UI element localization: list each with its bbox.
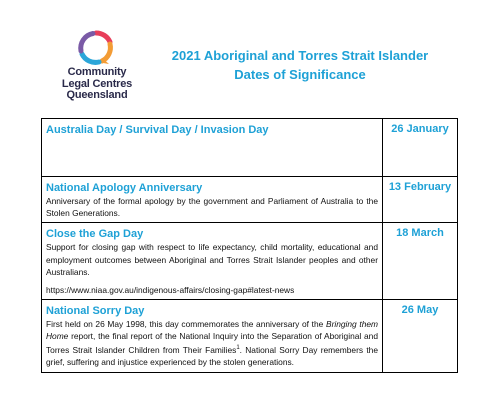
document-title xyxy=(160,46,440,84)
table-row xyxy=(42,119,458,177)
speech-bubble-logo-icon xyxy=(76,30,116,66)
event-title: Close the Gap Day xyxy=(46,228,144,241)
event-cell xyxy=(42,177,383,223)
document-title-line-2: Dates of Significance xyxy=(234,67,366,82)
event-description: Support for closing gap with respect to life expectancy, child mortality, educational and employment outcomes between Aboriginal and Torres Strait Islander peoples and other Australians. xyxy=(46,242,378,277)
logo-wordmark xyxy=(57,67,137,102)
description-text: . National Sorry Day remembers the grief, suffering and injustice experienced by the stolen generations. xyxy=(46,345,378,368)
clcq-logo xyxy=(57,30,137,104)
event-date: 18 March xyxy=(383,223,458,300)
event-date: 13 February xyxy=(383,177,458,223)
document-header xyxy=(0,0,500,112)
event-cell xyxy=(42,119,383,177)
event-title: National Apology Anniversary xyxy=(46,182,203,194)
footnote-marker: 1 xyxy=(236,345,240,352)
logo-line-3: Queensland xyxy=(66,89,128,101)
table-row xyxy=(42,177,458,223)
table-row xyxy=(42,300,458,373)
event-description xyxy=(46,318,378,369)
logo-line-1: Community xyxy=(67,66,127,78)
table-row xyxy=(42,223,458,300)
description-text: report, the final report of the National Inquiry into the Separation of Aboriginal and Torres Strait Islander Children from Their Families xyxy=(46,331,378,356)
event-date: 26 May xyxy=(383,300,458,373)
event-title: Australia Day / Survival Day / Invasion Day xyxy=(46,124,269,136)
logo-line-2: Legal Centres xyxy=(61,77,133,90)
description-text: First held on 26 May 1998, this day commemorates the anniversary of the xyxy=(46,319,326,330)
event-title: National Sorry Day xyxy=(46,305,145,318)
event-description: Anniversary of the formal apology by the government and Parliament of Australia to the Stolen Generations. xyxy=(46,196,378,219)
report-title: Bringing them Home xyxy=(46,319,378,342)
dates-table xyxy=(41,118,458,373)
close-the-gap-link[interactable]: https://www.niaa.gov.au/indigenous-affairs/closing-gap#latest-news xyxy=(46,285,295,296)
document-title-line-1: 2021 Aboriginal and Torres Strait Islander xyxy=(171,48,429,63)
event-cell xyxy=(42,223,383,300)
event-date: 26 January xyxy=(383,119,458,177)
event-cell xyxy=(42,300,383,373)
